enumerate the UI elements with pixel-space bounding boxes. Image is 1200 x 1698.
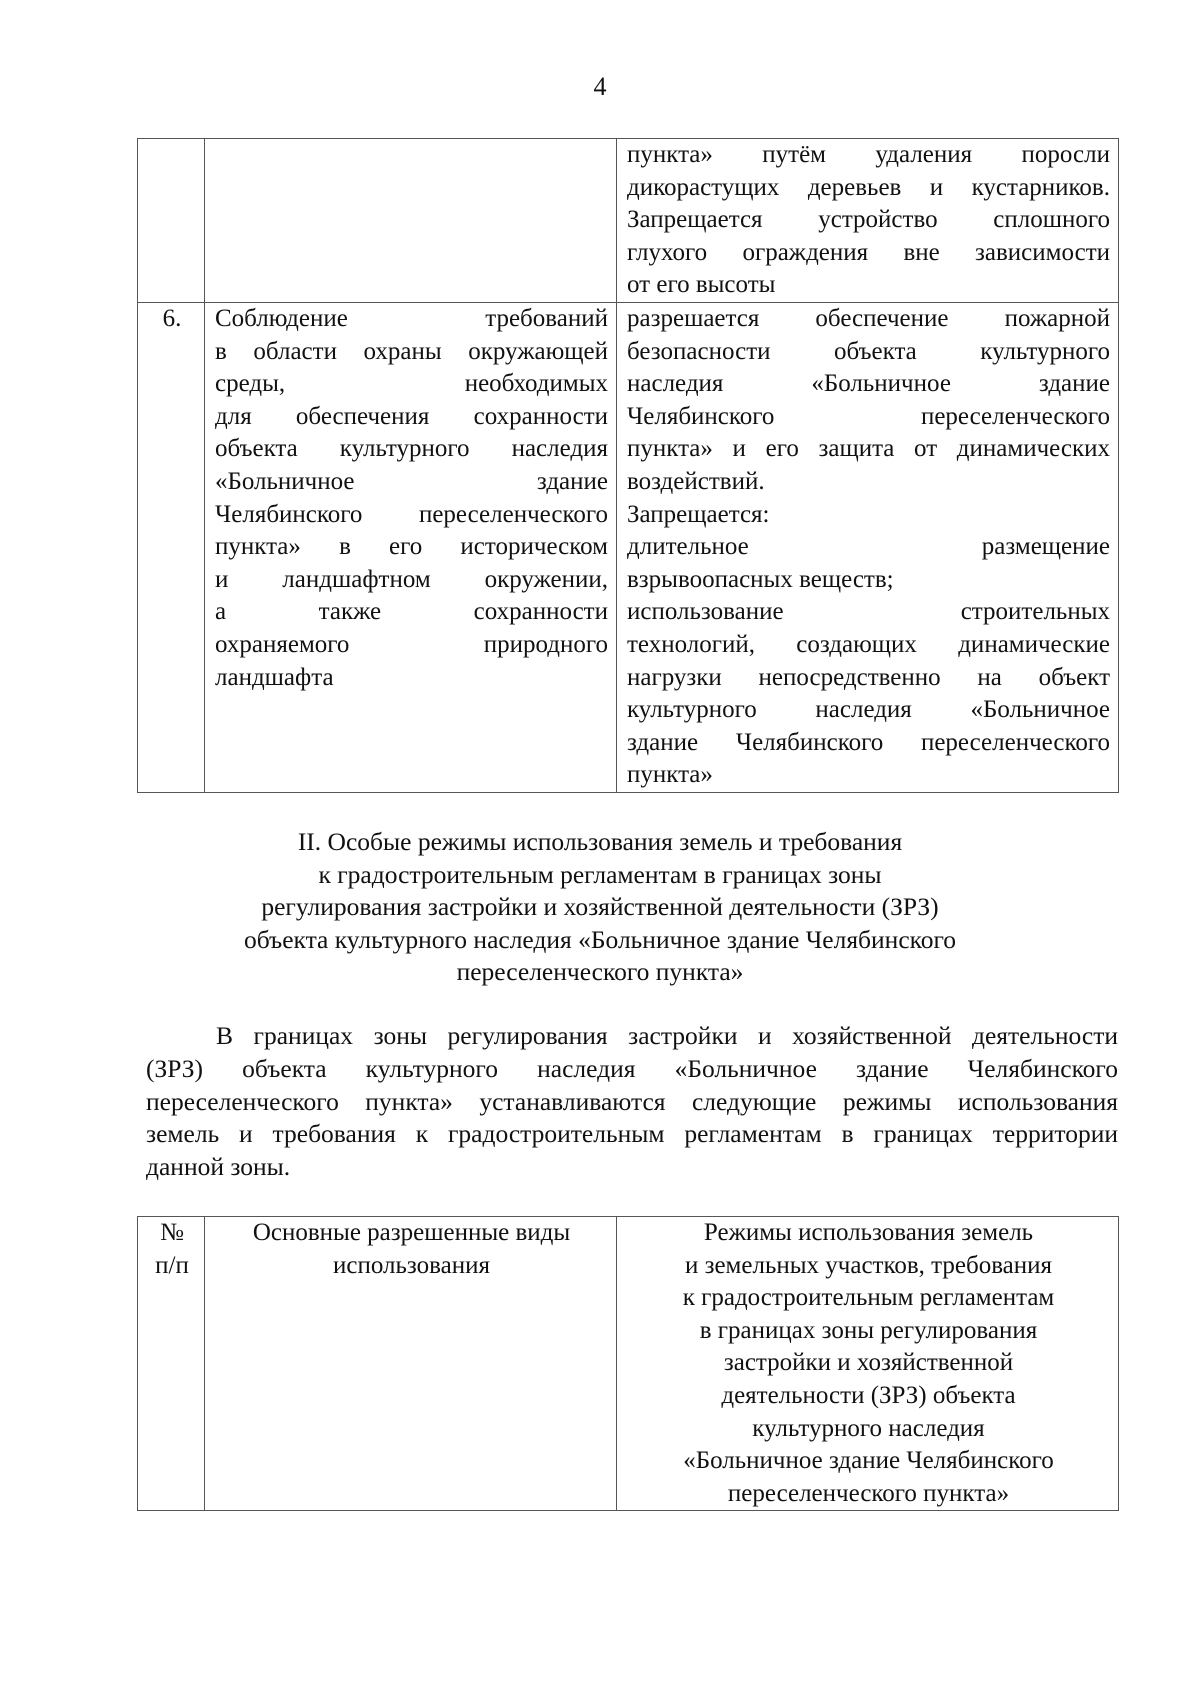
text-line: в области охраны окружающей [215, 337, 608, 365]
text-line: Запрещается устройство сплошного [627, 206, 1110, 234]
text-line: среды, необходимых [215, 370, 608, 398]
text-line: пункта» в его историческом [215, 533, 608, 561]
heading-line: переселенческого пункта» [456, 957, 744, 987]
text-line: объекта культурного наследия [215, 435, 608, 463]
text-line: от его высоты [627, 271, 776, 299]
header-regime-line: Режимы использования земель [703, 1219, 1034, 1246]
header-regime-line: и земельных участков, требования [684, 1251, 1053, 1279]
text-line: охраняемого природного [215, 630, 608, 658]
header-regime-cell [617, 1217, 1119, 1511]
text-line: «Больничное здание [215, 467, 608, 495]
heading-line: регулирования застройки и хозяйственной деятельности (ЗРЗ) [261, 892, 939, 922]
text-line: Челябинского переселенческого [215, 500, 608, 528]
text-line: пункта» путём удаления поросли [627, 141, 1110, 168]
text-line: длительное размещение [627, 533, 1110, 561]
text-line: и ландшафтном окружении, [215, 565, 608, 593]
text-line: технологий, создающих динамические [627, 630, 1110, 658]
row-number-cell [138, 139, 205, 303]
text-line: разрешается обеспечение пожарной [627, 304, 1110, 332]
paragraph-line: данной зоны. [146, 1152, 291, 1182]
header-num-line: п/п [155, 1251, 189, 1279]
text-line: использование строительных [627, 598, 1110, 626]
text-line: пункта» [627, 761, 713, 789]
paragraph-line: земель и требования к градостроительным регламентам в границах территории [146, 1119, 1118, 1149]
text-line: наследия «Больничное здание [627, 370, 1110, 398]
paragraph-line: переселенческого пункта» устанавливаются следующие режимы использования [146, 1086, 1118, 1116]
header-regime-line: культурного наследия [752, 1414, 985, 1442]
header-regime-line: переселенческого пункта» [727, 1479, 1010, 1507]
header-uses-line: использования [333, 1251, 490, 1279]
zrz-regime-table [137, 1216, 1119, 1511]
text-line: воздействий. [627, 467, 765, 495]
header-regime-line: застройки и хозяйственной [723, 1349, 1014, 1377]
paragraph-line: (ЗРЗ) объекта культурного наследия «Больничное здание Челябинского [146, 1053, 1118, 1083]
header-regime-line: деятельности (ЗРЗ) объекта [721, 1381, 1016, 1409]
header-uses-line: Основные разрешенные виды [252, 1219, 571, 1246]
header-num-line: № [160, 1219, 184, 1246]
heading-line: объекта культурного наследия «Больничное здание Челябинского [243, 924, 957, 954]
text-line: здание Челябинского переселенческого [627, 728, 1110, 756]
text-line: ландшафта [215, 663, 334, 691]
regime-table-continuation [137, 138, 1119, 793]
text-line: культурного наследия «Больничное [627, 696, 1110, 724]
text-line: взрывоопасных веществ; [627, 565, 894, 593]
text-line: безопасности объекта культурного [627, 337, 1110, 365]
text-line: для обеспечения сохранности [215, 402, 608, 430]
text-line: Челябинского переселенческого [627, 402, 1110, 430]
page-number: 4 [593, 72, 607, 101]
row-number-cell: 6. [138, 302, 205, 792]
text-line: дикорастущих деревьев и кустарников. [627, 173, 1110, 201]
text-line: Запрещается: [627, 500, 770, 528]
table-row [138, 302, 1119, 792]
text-line: нагрузки непосредственно на объект [627, 663, 1110, 691]
text-line: глухого ограждения вне зависимости [627, 238, 1110, 266]
header-regime-line: в границах зоны регулирования [699, 1316, 1038, 1344]
paragraph-line: В границах зоны регулирования застройки и хозяйственной деятельности [216, 1021, 1118, 1050]
header-num-cell [138, 1217, 205, 1511]
text-line: пункта» и его защита от динамических [627, 435, 1110, 463]
heading-line: к градостроительным регламентам в границах зоны [318, 859, 882, 889]
regime-cell [617, 302, 1119, 792]
table-header-row [138, 1217, 1119, 1511]
requirement-cell [205, 302, 617, 792]
requirement-cell [205, 139, 617, 303]
section-heading [160, 826, 1040, 989]
regime-cell [617, 139, 1119, 303]
text-line: а также сохранности [215, 598, 608, 626]
header-regime-line: к градостроительным регламентам [682, 1284, 1055, 1312]
intro-paragraph [146, 1020, 1118, 1184]
header-uses-cell [205, 1217, 617, 1511]
header-regime-line: «Больничное здание Челябинского [683, 1447, 1054, 1475]
table-row [138, 139, 1119, 303]
text-line: Соблюдение требований [215, 304, 608, 332]
heading-line: II. Особые режимы использования земель и требования [297, 827, 903, 856]
